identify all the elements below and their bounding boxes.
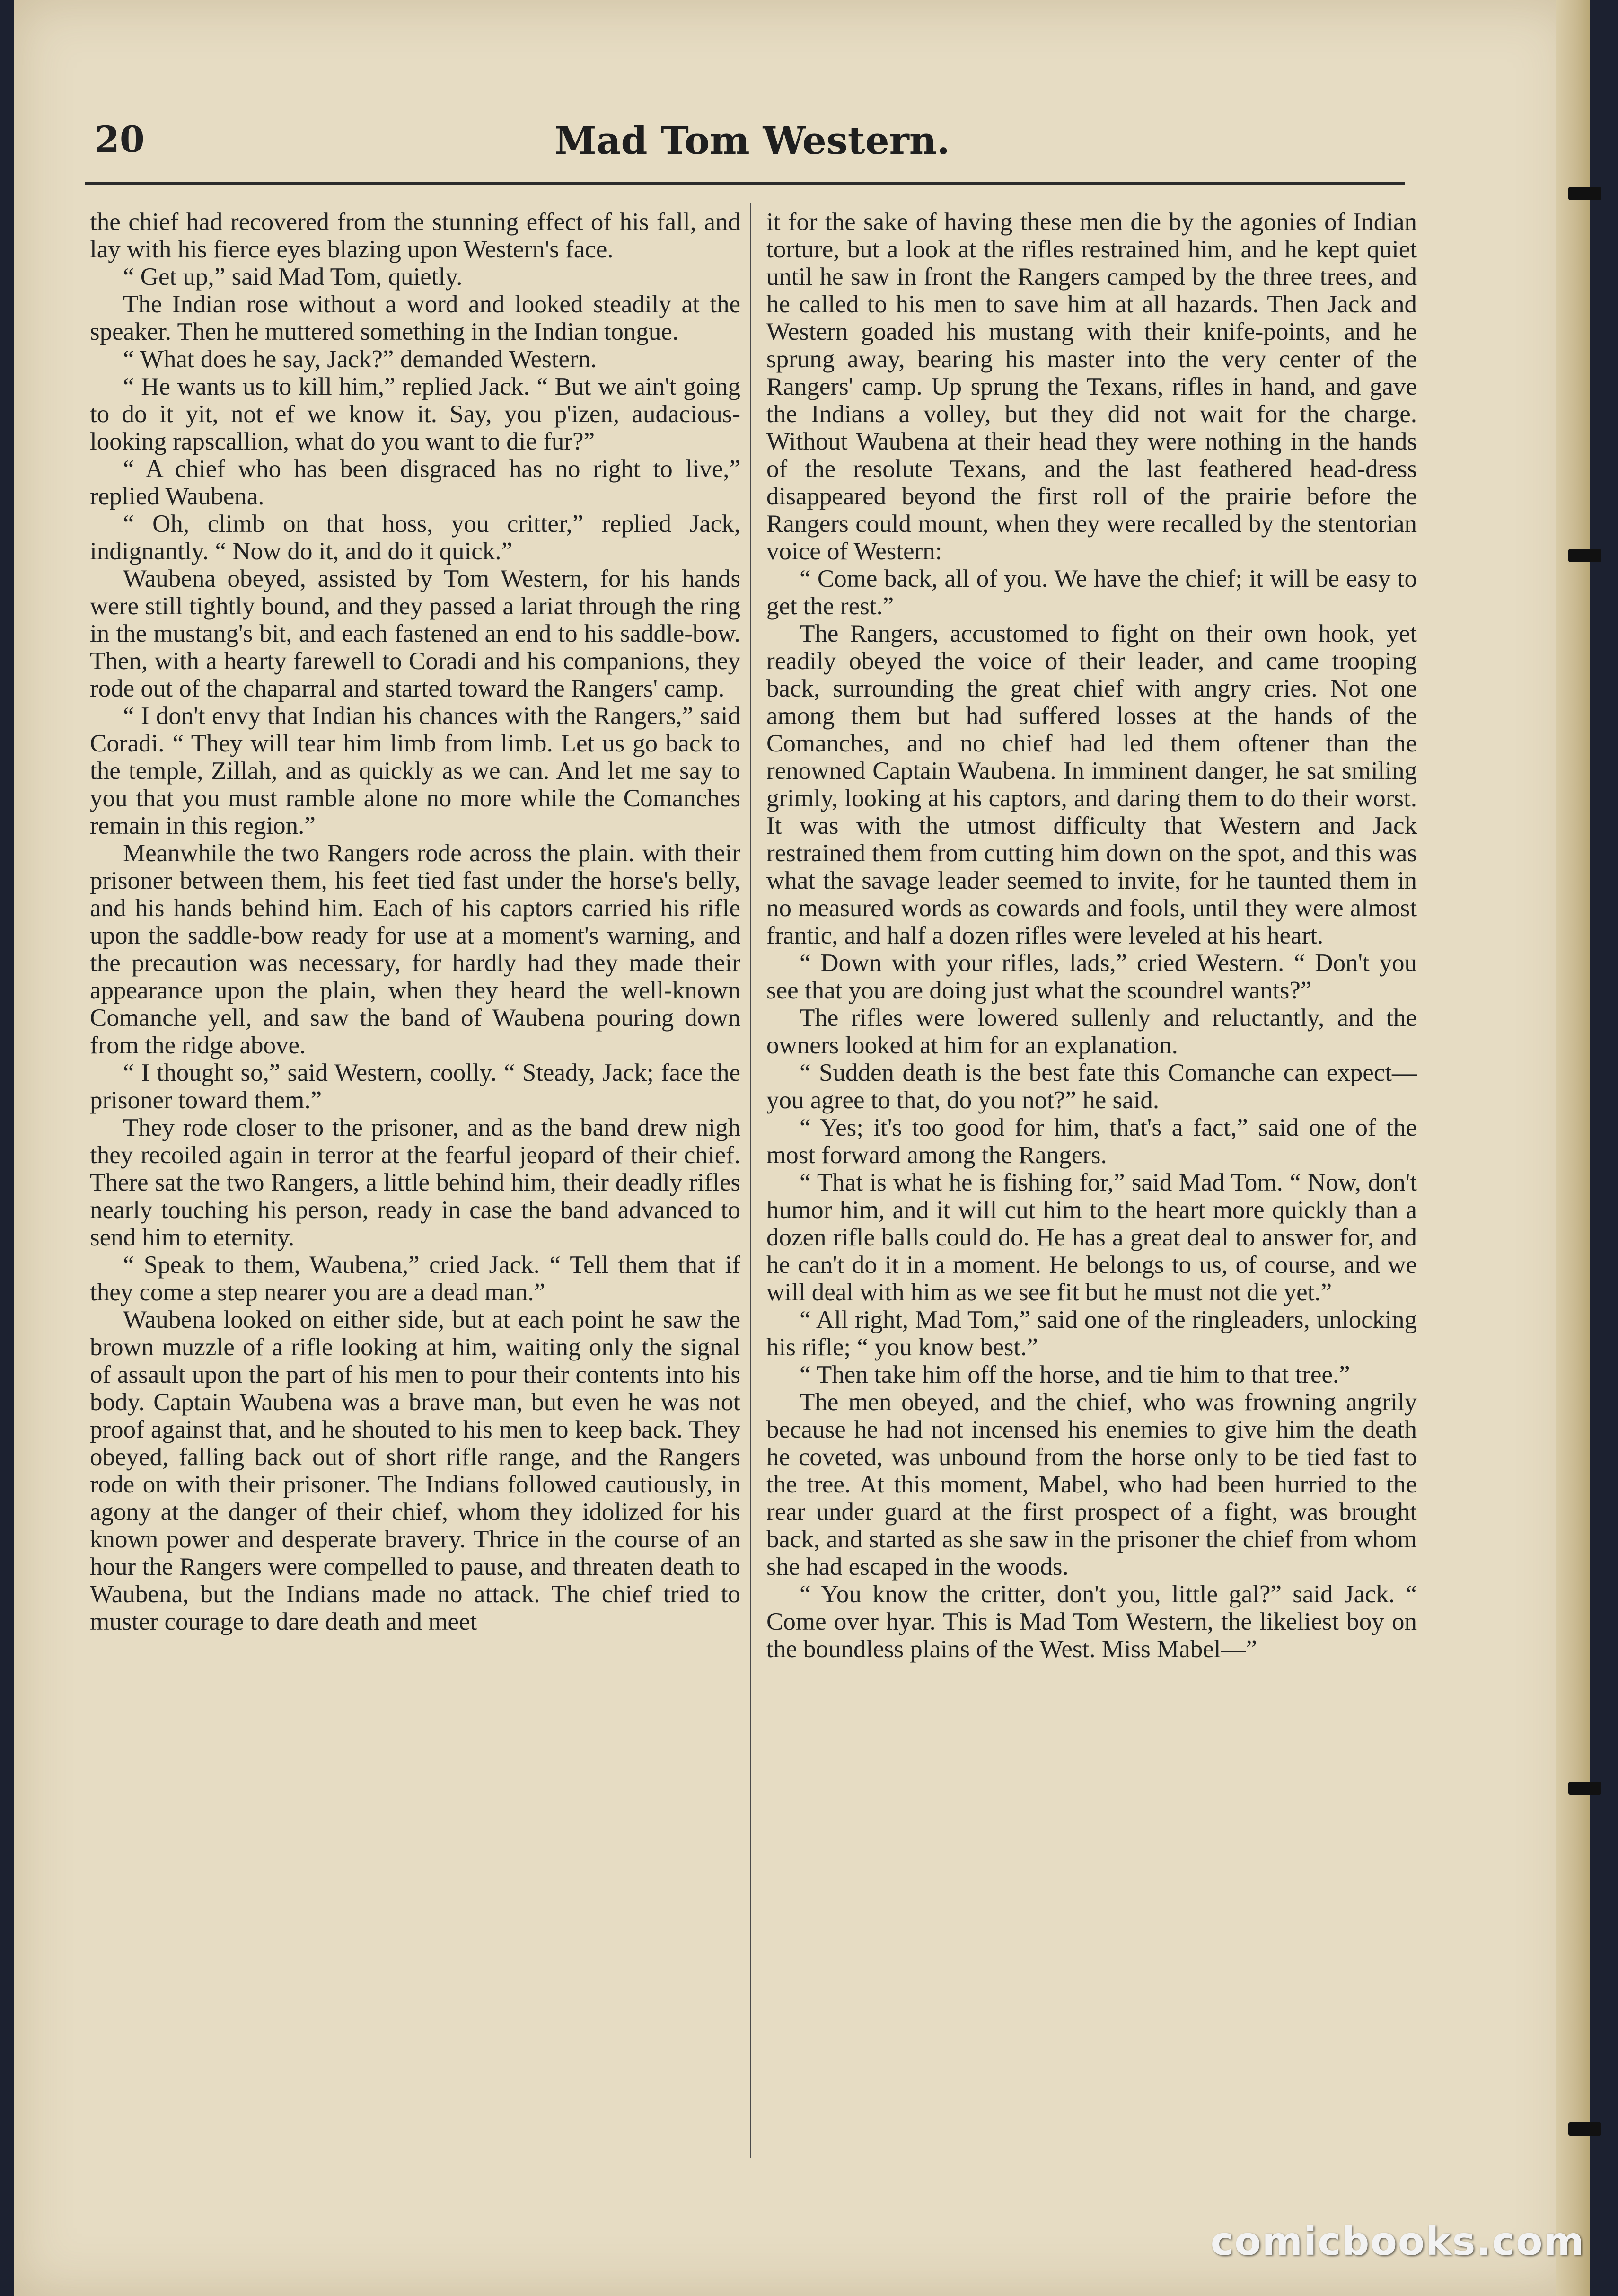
page-number: 20 bbox=[95, 118, 145, 160]
paragraph: “ I thought so,” said Western, coolly. “ Steady, Jack; face the prisoner toward them.” bbox=[90, 1059, 740, 1114]
paragraph: Waubena obeyed, assisted by Tom Western, for his hands were still tightly bound, and they passed a lariat through the ring in the mustang's bit, and each fastened an end to his saddle-bow. Then, with a hearty farewell to Coradi and his companions, they rode out of the chaparral and started toward the Rangers' camp. bbox=[90, 565, 740, 702]
binding-staple bbox=[1568, 1782, 1601, 1795]
paragraph: “ Down with your rifles, lads,” cried Western. “ Don't you see that you are doing just what the scoundrel wants?” bbox=[766, 949, 1417, 1004]
paragraph: “ Then take him off the horse, and tie him to that tree.” bbox=[800, 1361, 1350, 1388]
paragraph: “ Sudden death is the best fate this Comanche can expect—you agree to that, do you not?” he said. bbox=[766, 1059, 1417, 1114]
paragraph: “ That is what he is fishing for,” said Mad Tom. “ Now, don't humor him, and it will cut him to the heart more quickly than a dozen rifle balls could do. He has a great deal to answer for, and he can't do it in a moment. He belongs to us, of course, and we will deal with him as we see fit but he must not die yet.” bbox=[766, 1169, 1417, 1306]
paragraph: The rifles were lowered sullenly and reluctantly, and the owners looked at him for an explanation. bbox=[766, 1004, 1417, 1059]
paragraph: Waubena looked on either side, but at each point he saw the brown muzzle of a rifle looking at him, waiting only the signal of assault upon the part of his men to pour their contents into his body. Captain Waubena was a brave man, but even he was not proof against that, and he shouted to his men to keep back. They obeyed, falling back out of short rifle range, and the Rangers rode on with their prisoner. The Indians followed cautiously, in agony at the danger of their chief, whom they idolized for his known power and desperate bravery. Thrice in the course of an hour the Rangers were compelled to pause, and threaten death to Waubena, but the Indians made no attack. The chief tried to muster courage to dare death and meet bbox=[90, 1306, 740, 1635]
column-divider bbox=[750, 203, 751, 2158]
paragraph: “ What does he say, Jack?” demanded Western. bbox=[123, 345, 597, 373]
paragraph: “ Speak to them, Waubena,” cried Jack. “ Tell them that if they come a step nearer you are a dead man.” bbox=[90, 1251, 740, 1306]
magazine-page bbox=[14, 0, 1575, 2296]
paragraph: the chief had recovered from the stunning effect of his fall, and lay with his fierce eyes blazing upon Western's face. bbox=[90, 208, 740, 263]
page-header bbox=[85, 118, 1419, 170]
binding-staple bbox=[1568, 187, 1601, 200]
paragraph: it for the sake of having these men die by the agonies of Indian torture, but a look at the rifles restrained him, and he kept quiet until he saw in front the Rangers camped by the three trees, and he called to his men to save him at all hazards. Then Jack and Western goaded his mustang with their knife-points, and he sprung away, bearing his master into the very center of the Rangers' camp. Up sprung the Texans, rifles in hand, and gave the Indians a volley, but they did not wait for the charge. Without Waubena at their head they were nothing in the hands of the resolute Texans, and the last feathered head-dress disappeared beyond the first roll of the prairie before the Rangers could mount, when they were recalled by the stentorian voice of Western: bbox=[766, 208, 1417, 565]
paragraph: “ I don't envy that Indian his chances with the Rangers,” said Coradi. “ They will tear him limb from limb. Let us go back to the temple, Zillah, and as quickly as we can. And let me say to you that you must ramble alone no more while the Comanches remain in this region.” bbox=[90, 702, 740, 839]
paragraph: The Indian rose without a word and looked steadily at the speaker. Then he muttered something in the Indian tongue. bbox=[90, 291, 740, 345]
left-column bbox=[90, 208, 740, 2167]
page-edge bbox=[1556, 0, 1590, 2296]
header-rule bbox=[85, 182, 1405, 185]
paragraph: “ He wants us to kill him,” replied Jack. “ But we ain't going to do it yit, not ef we know it. Say, you p'izen, audacious-looking rapscallion, what do you want to die fur?” bbox=[90, 373, 740, 455]
binding-staple bbox=[1568, 2122, 1601, 2136]
paragraph: The Rangers, accustomed to fight on their own hook, yet readily obeyed the voice of their leader, and came trooping back, surrounding the great chief with angry cries. Not one among them but had suffered losses at the hands of the Comanches, and no chief had led them oftener than the renowned Captain Waubena. In imminent danger, he sat smiling grimly, looking at his captors, and daring them to do their worst. It was with the utmost difficulty that Western and Jack restrained them from cutting him down on the spot, and this was what the savage leader seemed to invite, for he taunted them in no measured words as cowards and fools, until they were almost frantic, and half a dozen rifles were leveled at his heart. bbox=[766, 620, 1417, 949]
paragraph: “ A chief who has been disgraced has no right to live,” replied Waubena. bbox=[90, 455, 740, 510]
site-watermark: comicbooks.com bbox=[1210, 2219, 1585, 2264]
running-title: Mad Tom Western. bbox=[554, 118, 950, 163]
binding-staple bbox=[1568, 549, 1601, 562]
paragraph: Meanwhile the two Rangers rode across the plain. with their prisoner between them, his feet tied fast under the horse's belly, and his hands behind him. Each of his captors carried his rifle upon the saddle-bow ready for use at a moment's warning, and the precaution was necessary, for hardly had they made their appearance upon the plain, when they heard the well-known Comanche yell, and saw the band of Waubena pouring down from the ridge above. bbox=[90, 839, 740, 1059]
paragraph: “ Oh, climb on that hoss, you critter,” replied Jack, indignantly. “ Now do it, and do it quick.” bbox=[90, 510, 740, 565]
paragraph: “ Yes; it's too good for him, that's a fact,” said one of the most forward among the Rangers. bbox=[766, 1114, 1417, 1169]
paragraph: “ All right, Mad Tom,” said one of the ringleaders, unlocking his rifle; “ you know best.” bbox=[766, 1306, 1417, 1361]
right-column bbox=[766, 208, 1417, 2167]
paragraph: The men obeyed, and the chief, who was frowning angrily because he had not incensed his enemies to give him the death he coveted, was unbound from the horse only to be tied fast to the tree. At this moment, Mabel, who had been hurried to the rear under guard at the first prospect of a fight, was brought back, and started as she saw in the prisoner the chief from whom she had escaped in the woods. bbox=[766, 1388, 1417, 1581]
paragraph: “ Get up,” said Mad Tom, quietly. bbox=[123, 263, 463, 291]
paragraph: “ You know the critter, don't you, little gal?” said Jack. “ Come over hyar. This is Mad Tom Western, the likeliest boy on the boundless plains of the West. Miss Mabel—” bbox=[766, 1581, 1417, 1663]
paragraph: They rode closer to the prisoner, and as the band drew nigh they recoiled again in terror at the fearful jeopard of their chief. There sat the two Rangers, a little behind him, their deadly rifles nearly touching his person, ready in case the band advanced to send him to eternity. bbox=[90, 1114, 740, 1251]
paragraph: “ Come back, all of you. We have the chief; it will be easy to get the rest.” bbox=[766, 565, 1417, 620]
